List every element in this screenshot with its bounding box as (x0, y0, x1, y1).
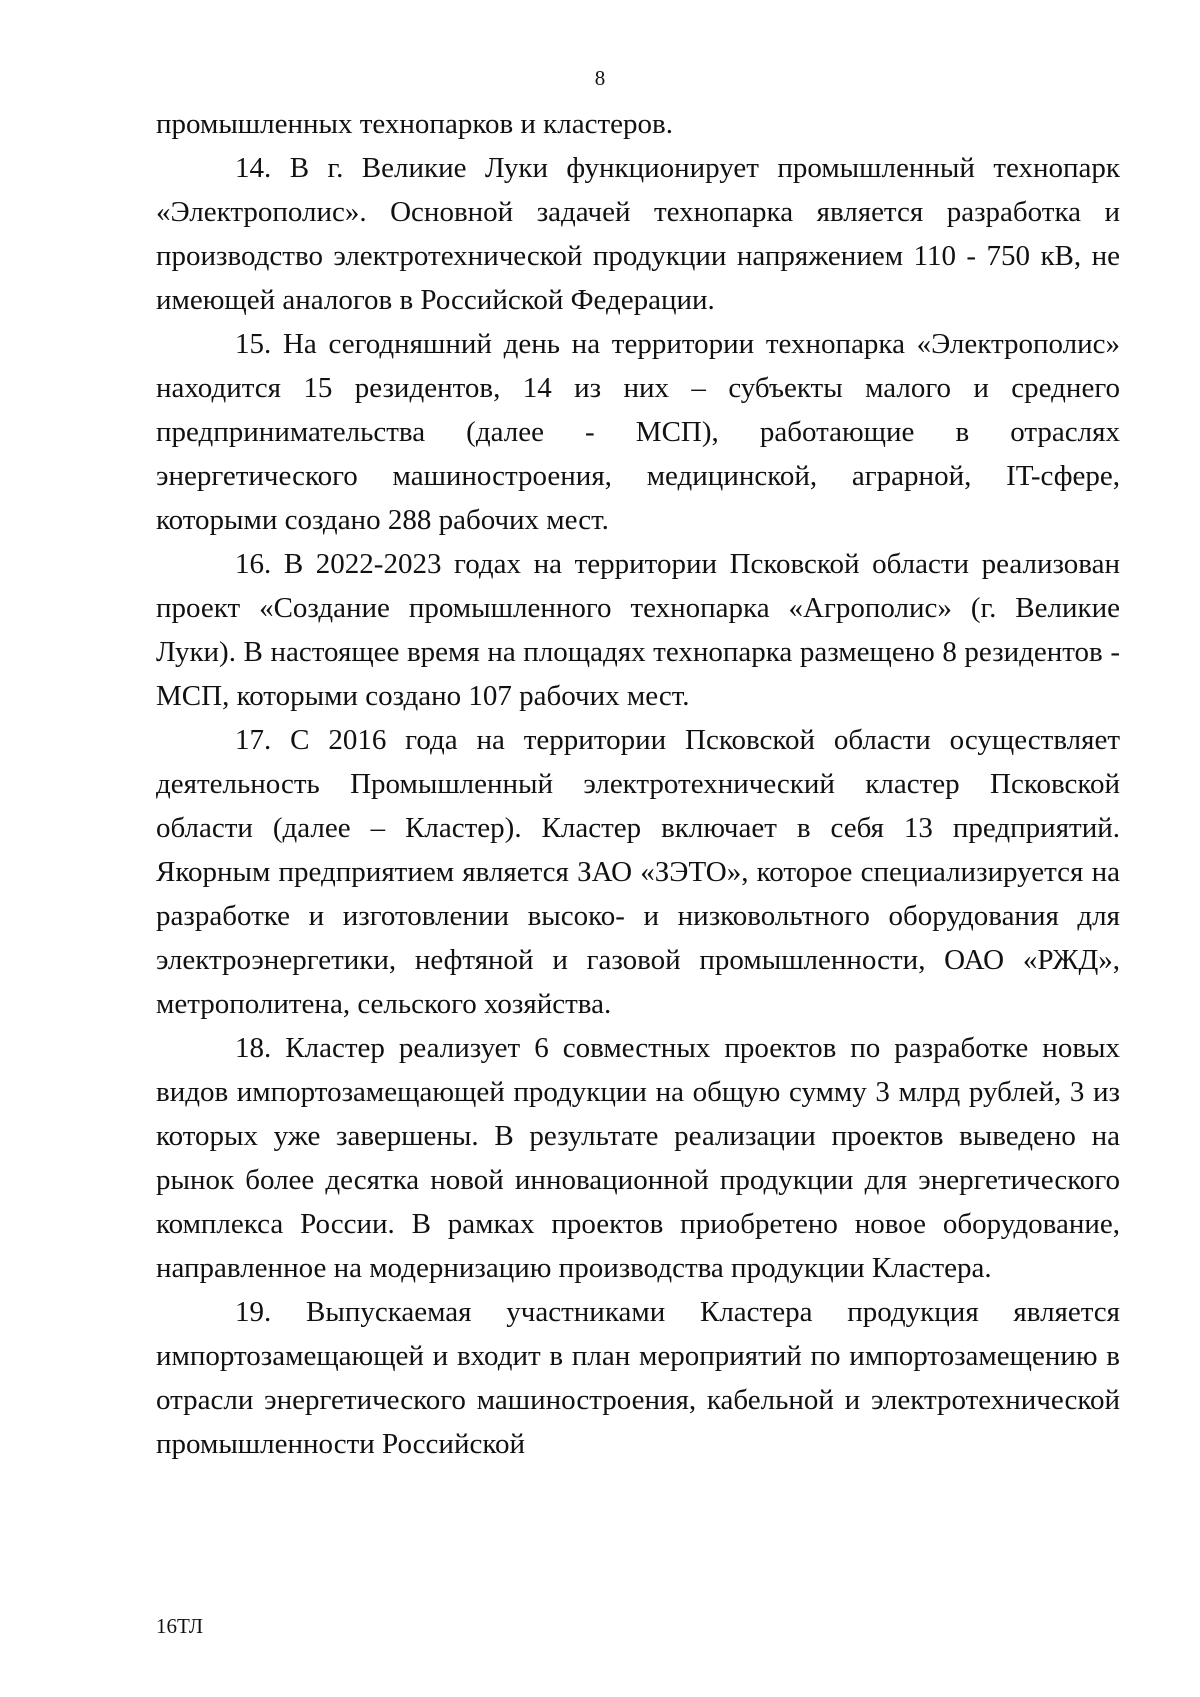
document-body (156, 102, 1120, 1466)
paragraph-18: 18. Кластер реализует 6 совместных проектов по разработке новых видов импортозамещающей продукции на общую сумму 3 млрд рублей, 3 из которых уже завершены. В результате реализации проектов выведено на рынок более десятка новой инновационной продукции для энергетического комплекса России. В рамках проектов приобретено новое оборудование, направленное на модернизацию производства продукции Кластера. (156, 1032, 1120, 1284)
paragraph-15: 15. На сегодняшний день на территории технопарка «Электрополис» находится 15 резидентов, 14 из них – субъекты малого и среднего предпринимательства (далее - МСП), работающие в отраслях энергетического машиностроения, медицинской, аграрной, IT-сфере, которыми создано 288 рабочих мест. (156, 328, 1120, 536)
footer-document-code: 16ТЛ (156, 1614, 204, 1638)
paragraph-16: 16. В 2022-2023 годах на территории Псковской области реализован проект «Создание промышленного технопарка «Агрополис» (г. Великие Луки). В настоящее время на площадях технопарка размещено 8 резидентов - МСП, которыми создано 107 рабочих мест. (156, 548, 1120, 712)
paragraph-17: 17. С 2016 года на территории Псковской области осуществляет деятельность Промышленный электротехнический кластер Псковской области (далее – Кластер). Кластер включает в себя 13 предприятий. Якорным предприятием является ЗАО «ЗЭТО», которое специализируется на разработке и изготовлении высоко- и низковольтного оборудования для электроэнергетики, нефтяной и газовой промышленности, ОАО «РЖД», метрополитена, сельского хозяйства. (156, 724, 1120, 1020)
paragraph-14: 14. В г. Великие Луки функционирует промышленный технопарк «Электрополис». Основной задачей технопарка является разработка и производство электротехнической продукции напряжением 110 - 750 кВ, не имеющей аналогов в Российской Федерации. (156, 152, 1120, 316)
page-number: 8 (594, 66, 606, 90)
paragraph-continuation: промышленных технопарков и кластеров. (156, 108, 673, 140)
paragraph-19: 19. Выпускаемая участниками Кластера продукция является импортозамещающей и входит в план мероприятий по импортозамещению в отрасли энергетического машиностроения, кабельной и электротехнической промышленности Российской (156, 1296, 1120, 1460)
